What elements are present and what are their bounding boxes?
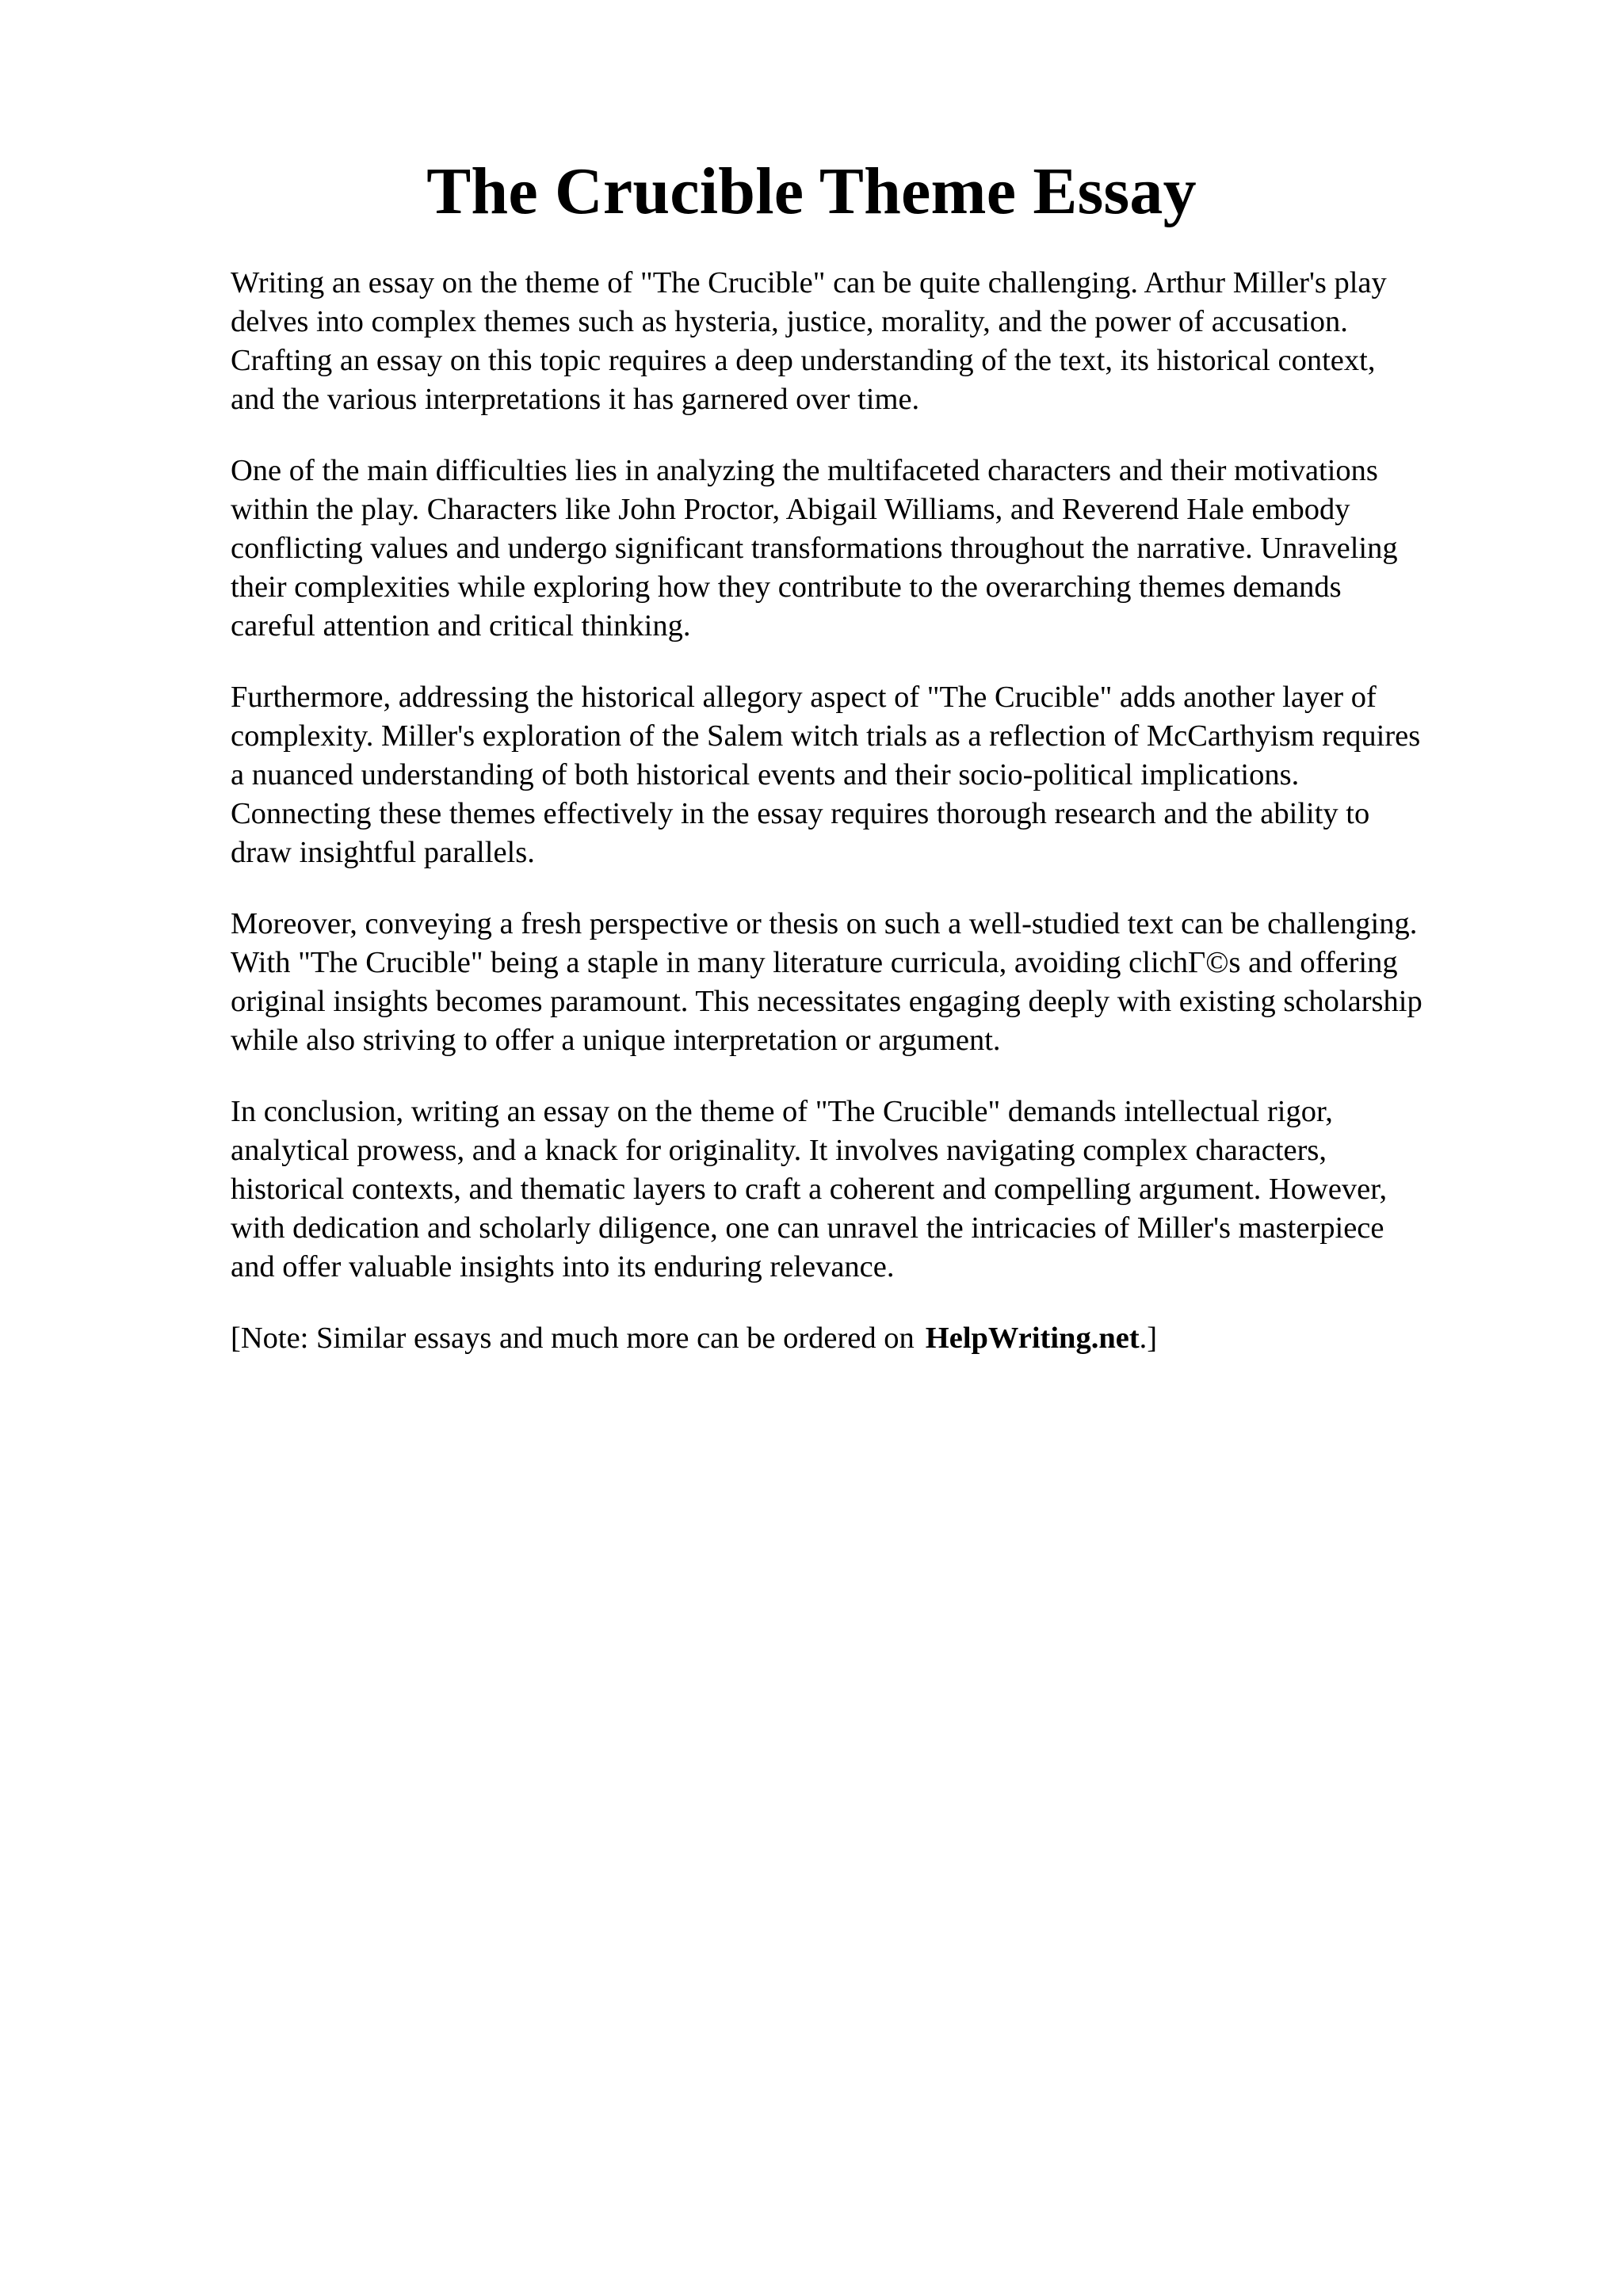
text-line: original insights becomes paramount. This necessitates engaging deeply with existing scholarship <box>231 985 1423 1018</box>
text-line: with dedication and scholarly diligence, one can unravel the intricacies of Miller's masterpiece <box>231 1211 1384 1245</box>
text-line: In conclusion, writing an essay on the theme of "The Crucible" demands intellectual rigor, <box>231 1095 1333 1128</box>
helpwriting-link[interactable]: HelpWriting.net <box>925 1322 1140 1355</box>
text-line: and offer valuable insights into its enduring relevance. <box>231 1250 895 1283</box>
text-line: within the play. Characters like John Proctor, Abigail Williams, and Reverend Hale embody <box>231 493 1350 526</box>
text-line: their complexities while exploring how they contribute to the overarching themes demands <box>231 570 1342 604</box>
text-line: Writing an essay on the theme of "The Crucible" can be quite challenging. Arthur Miller's play <box>231 266 1387 299</box>
paragraph-3 <box>231 678 1530 872</box>
paragraph-2 <box>231 452 1530 646</box>
paragraph-1 <box>231 264 1530 419</box>
text-line: and the various interpretations it has garnered over time. <box>231 383 920 416</box>
text-line: delves into complex themes such as hysteria, justice, morality, and the power of accusation. <box>231 305 1348 338</box>
text-line: Furthermore, addressing the historical allegory aspect of "The Crucible" adds another layer of <box>231 681 1377 714</box>
text-line: careful attention and critical thinking. <box>231 609 691 643</box>
text-line: With "The Crucible" being a staple in many literature curricula, avoiding clichΓ©s and offering <box>231 946 1398 979</box>
note-suffix: .] <box>1139 1322 1158 1355</box>
note-paragraph <box>231 1319 1530 1358</box>
text-line: a nuanced understanding of both historical events and their socio-political implications. <box>231 758 1300 791</box>
text-line: while also striving to offer a unique interpretation or argument. <box>231 1024 1001 1057</box>
paragraph-5 <box>231 1093 1530 1287</box>
note-prefix: [Note: Similar essays and much more can be ordered on <box>231 1322 915 1355</box>
document-title: The Crucible Theme Essay <box>426 154 1197 228</box>
text-line: complexity. Miller's exploration of the Salem witch trials as a reflection of McCarthyism requires <box>231 719 1421 753</box>
text-line: Connecting these themes effectively in the essay requires thorough research and the ability to <box>231 797 1370 830</box>
text-line: draw insightful parallels. <box>231 836 535 869</box>
text-line: Crafting an essay on this topic requires a deep understanding of the text, its historical context, <box>231 344 1376 377</box>
text-line: Moreover, conveying a fresh perspective or thesis on such a well-studied text can be challenging. <box>231 907 1418 940</box>
text-line: One of the main difficulties lies in analyzing the multifaceted characters and their motivations <box>231 454 1378 487</box>
text-line: historical contexts, and thematic layers to craft a coherent and compelling argument. However, <box>231 1173 1388 1206</box>
essay-body <box>231 264 1530 1390</box>
paragraph-4 <box>231 905 1530 1060</box>
text-line: analytical prowess, and a knack for originality. It involves navigating complex characters, <box>231 1134 1327 1167</box>
text-line: conflicting values and undergo significant transformations throughout the narrative. Unraveling <box>231 532 1398 565</box>
